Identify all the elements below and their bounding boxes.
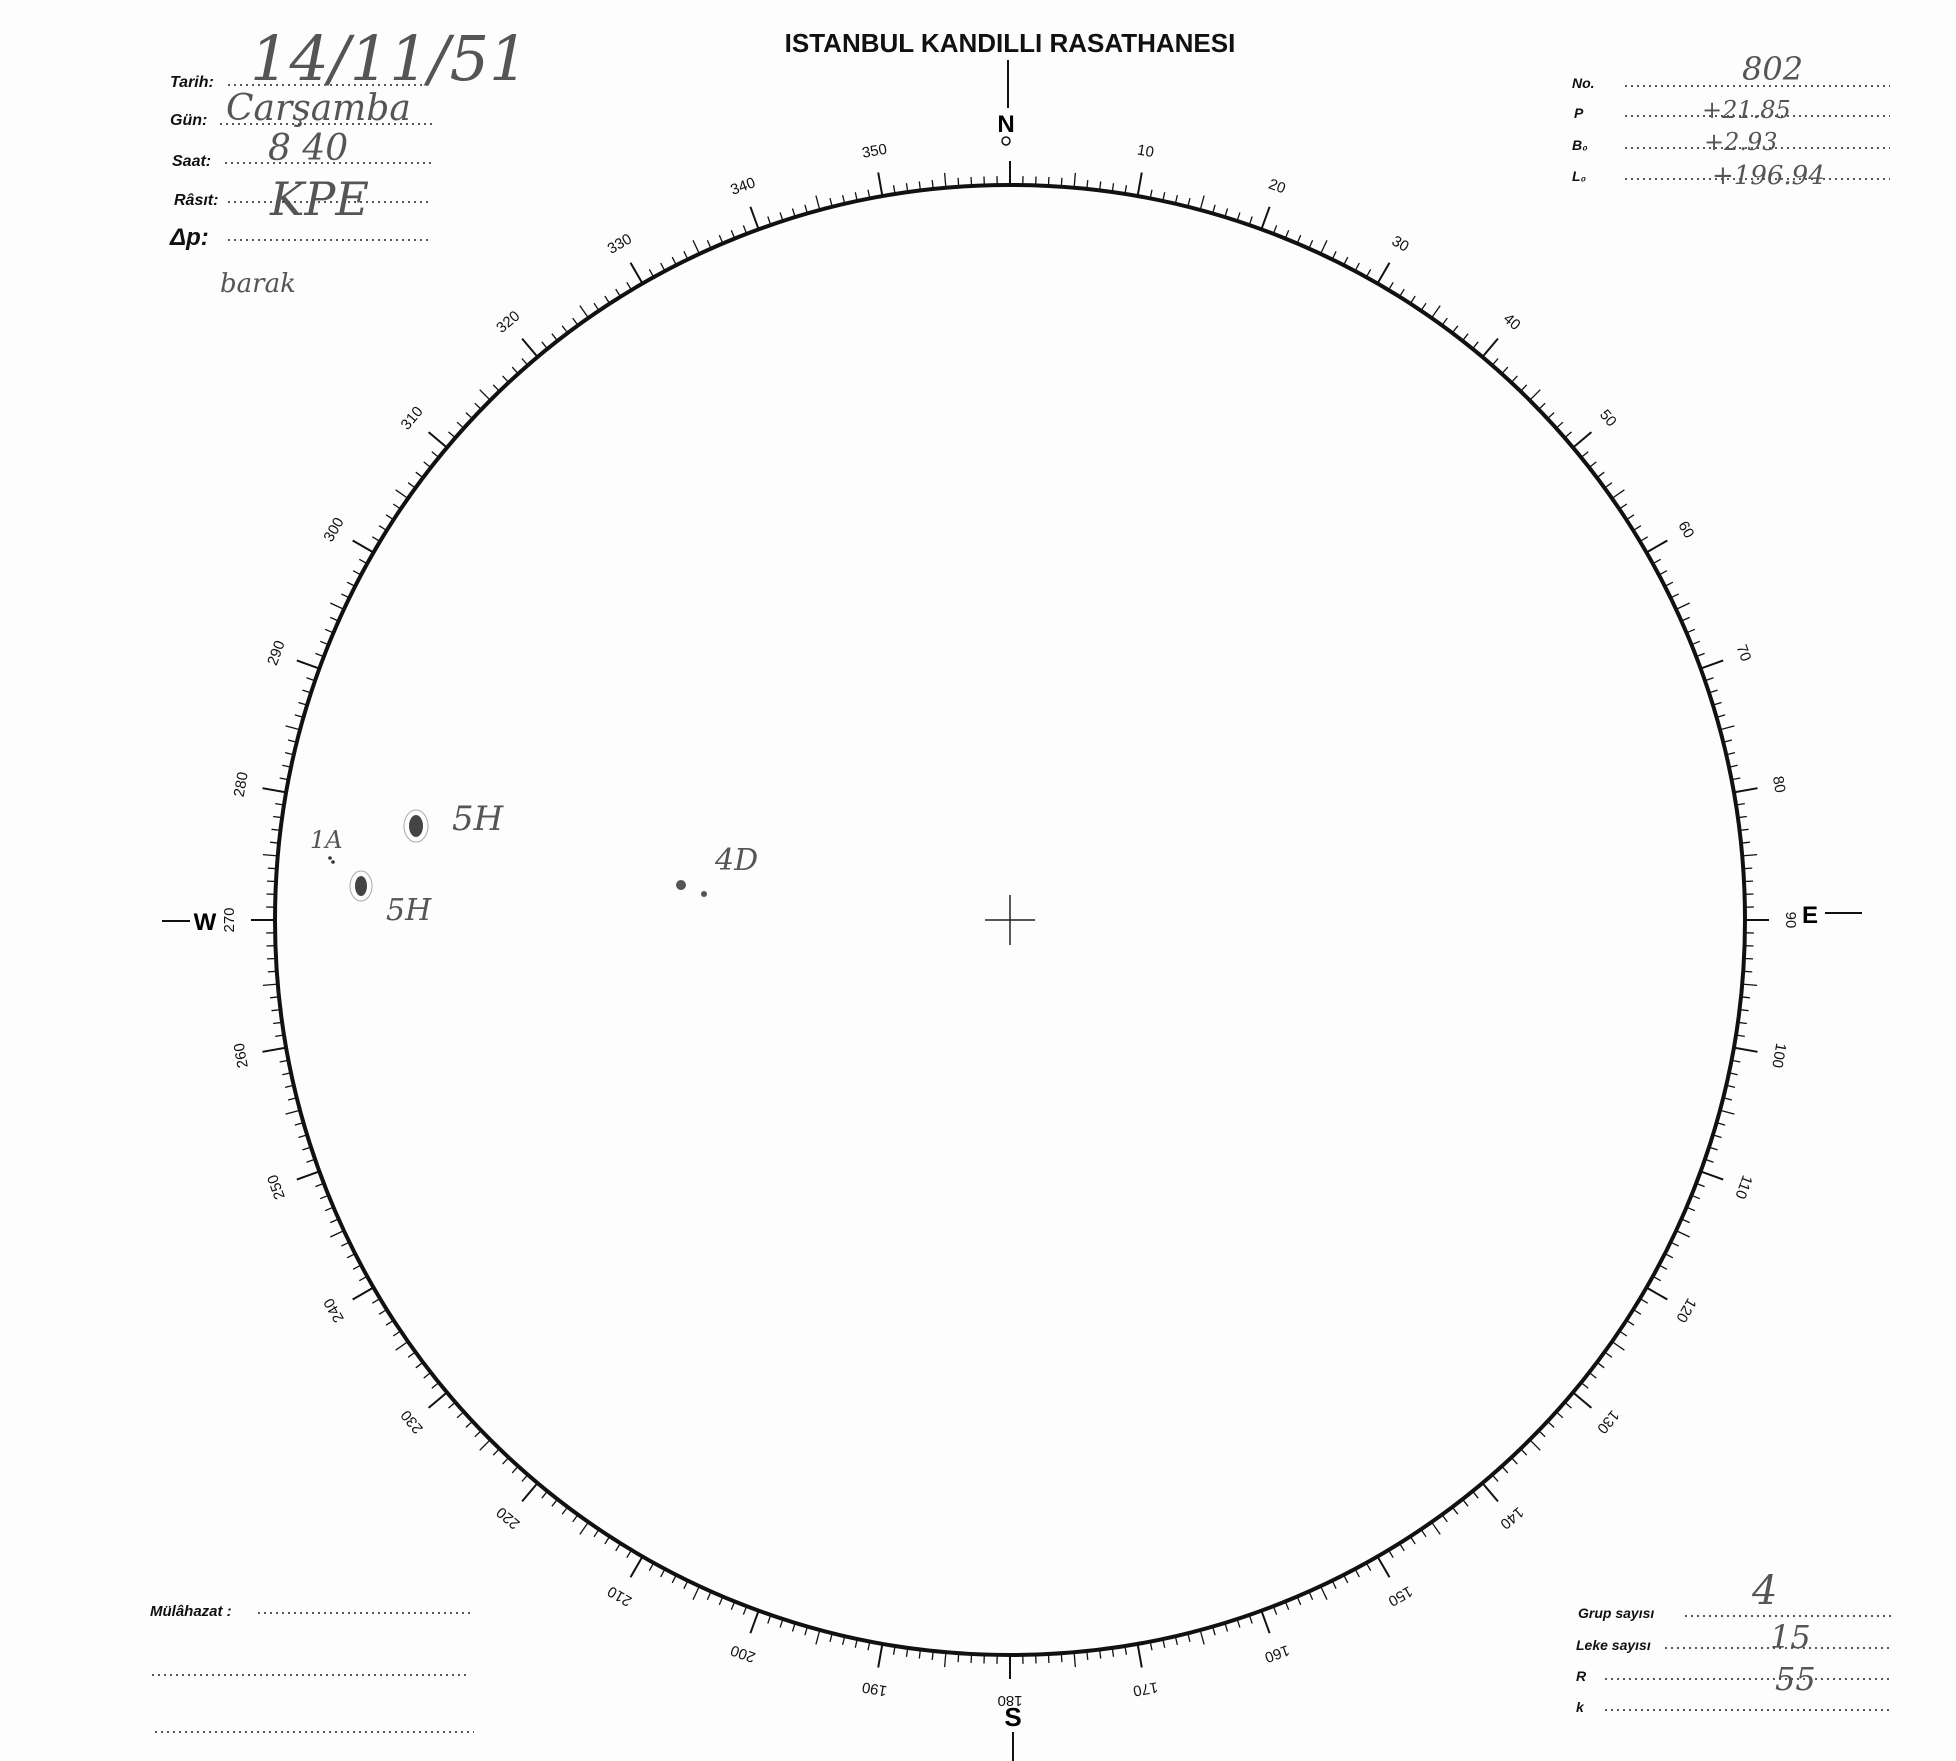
- degree-tick: [429, 432, 447, 448]
- degree-tick: [1633, 1310, 1641, 1315]
- time-value: 8 40: [268, 128, 349, 169]
- degree-tick: [475, 1431, 482, 1437]
- field-delta-p: [169, 224, 432, 251]
- degree-tick: [1261, 1611, 1269, 1634]
- degree-tick: [396, 490, 408, 499]
- degree-tick: [1539, 1431, 1546, 1437]
- degree-label: 290: [264, 638, 289, 668]
- degree-tick: [1589, 462, 1596, 468]
- degree-tick: [562, 326, 568, 333]
- degree-tick: [475, 403, 482, 409]
- degree-tick: [1482, 339, 1498, 357]
- degree-tick: [1548, 1421, 1555, 1427]
- degree-label: 110: [1731, 1172, 1756, 1202]
- degree-tick: [562, 1507, 568, 1514]
- handwritten-note: barak: [220, 269, 296, 299]
- degree-tick: [1463, 334, 1469, 341]
- degree-tick: [594, 1529, 599, 1537]
- degree-tick: [1378, 263, 1390, 284]
- degree-tick: [1742, 984, 1757, 985]
- spot-count-value: 15: [1770, 1618, 1811, 1656]
- solar-disk: [221, 141, 1799, 1709]
- degree-tick: [480, 390, 491, 401]
- degree-tick: [1321, 1586, 1327, 1600]
- degree-tick: [424, 1373, 431, 1379]
- field-label: Râsıt:: [174, 192, 219, 209]
- counts-section: [1576, 1568, 1893, 1715]
- degree-tick: [432, 1383, 439, 1389]
- degree-tick: [1389, 1550, 1394, 1558]
- degree-label: 300: [320, 514, 348, 545]
- degree-tick: [631, 263, 643, 284]
- day-value: Carşamba: [226, 88, 411, 129]
- left-fields: [169, 22, 528, 299]
- degree-tick: [429, 1392, 447, 1408]
- degree-tick: [1521, 385, 1527, 392]
- degree-tick: [1061, 178, 1062, 187]
- degree-tick: [878, 173, 882, 197]
- degree-tick: [416, 1362, 423, 1368]
- degree-tick: [1344, 1575, 1348, 1583]
- degree-tick: [1492, 359, 1498, 366]
- field-p: [1574, 96, 1890, 124]
- field-gun: [170, 88, 432, 129]
- degree-tick: [1355, 263, 1359, 271]
- degree-tick: [1581, 1383, 1588, 1389]
- degree-label: 130: [1593, 1406, 1623, 1437]
- degree-tick: [1589, 1373, 1596, 1379]
- degree-tick: [1473, 342, 1479, 349]
- group-label: 1A: [310, 826, 343, 854]
- degree-label: 220: [493, 1503, 524, 1533]
- degree-tick: [268, 868, 277, 869]
- degree-tick: [693, 240, 699, 254]
- degree-tick: [672, 257, 676, 265]
- degree-label: 10: [1135, 141, 1156, 162]
- degree-tick: [1720, 1110, 1734, 1114]
- degree-tick: [1432, 306, 1441, 318]
- degree-tick: [750, 1611, 758, 1634]
- sunspot-group-4d: [676, 843, 758, 897]
- degree-tick: [542, 1491, 548, 1498]
- compass-south: [1004, 1702, 1021, 1761]
- degree-label: 150: [1385, 1582, 1416, 1610]
- degree-tick: [1556, 422, 1563, 428]
- degree-tick: [263, 1048, 287, 1052]
- degree-label: 190: [860, 1678, 889, 1700]
- degree-tick: [1565, 432, 1572, 438]
- degree-tick: [1410, 296, 1415, 304]
- east-label: E: [1801, 902, 1819, 929]
- degree-label: 140: [1496, 1503, 1527, 1533]
- degree-tick: [573, 318, 578, 325]
- degree-tick: [263, 984, 278, 985]
- degree-tick: [347, 1254, 355, 1258]
- degree-tick: [661, 1569, 665, 1577]
- degree-tick: [1734, 1048, 1758, 1052]
- field-b0: [1572, 128, 1890, 156]
- degree-tick: [1605, 1352, 1612, 1357]
- field-label: Leke sayısı: [1576, 1637, 1651, 1653]
- degree-tick: [552, 334, 558, 341]
- degree-tick: [1676, 603, 1690, 609]
- degree-tick: [522, 359, 528, 366]
- degree-label: 320: [493, 307, 524, 337]
- degree-tick: [353, 541, 374, 553]
- degree-tick: [1502, 1466, 1508, 1473]
- degree-tick: [286, 726, 300, 730]
- degree-label: 270: [220, 907, 238, 933]
- degree-tick: [286, 1110, 300, 1114]
- degree-tick: [1701, 1171, 1724, 1179]
- degree-tick: [1701, 660, 1724, 668]
- degree-tick: [353, 571, 361, 575]
- degree-tick: [330, 603, 344, 609]
- degree-tick: [297, 660, 320, 668]
- degree-tick: [466, 1421, 473, 1427]
- degree-tick: [1389, 282, 1394, 290]
- degree-tick: [353, 1288, 374, 1300]
- degree-tick: [1539, 403, 1546, 409]
- degree-tick: [1074, 173, 1075, 188]
- degree-tick: [457, 1412, 464, 1418]
- degree-tick: [1734, 788, 1758, 792]
- degree-label: 50: [1596, 406, 1620, 431]
- degree-label: 200: [728, 1641, 758, 1666]
- degree-tick: [1521, 1449, 1527, 1456]
- degree-tick: [393, 1331, 401, 1336]
- degree-tick: [1511, 376, 1517, 383]
- degree-tick: [359, 1276, 367, 1280]
- degree-tick: [573, 1515, 578, 1522]
- degree-tick: [1573, 1392, 1591, 1408]
- degree-tick: [945, 1652, 946, 1667]
- degree-tick: [1511, 1458, 1517, 1465]
- degree-tick: [408, 483, 415, 488]
- degree-tick: [1074, 1652, 1075, 1667]
- degree-tick: [1565, 1402, 1572, 1408]
- degree-tick: [1366, 1563, 1370, 1571]
- field-tarih: [170, 22, 528, 95]
- degree-tick: [1633, 526, 1641, 531]
- degree-tick: [1442, 1515, 1447, 1522]
- degree-tick: [580, 306, 589, 318]
- degree-tick: [1410, 1536, 1415, 1544]
- field-label: Saat:: [172, 153, 212, 170]
- degree-label: 90: [1782, 911, 1800, 929]
- degree-tick: [631, 1557, 643, 1578]
- degree-tick: [512, 367, 518, 374]
- field-label: Tarih:: [170, 74, 214, 91]
- degree-tick: [1400, 1543, 1405, 1551]
- r-value: 55: [1775, 1660, 1816, 1698]
- observer-value: KPE: [270, 172, 369, 226]
- degree-tick: [1619, 1331, 1627, 1336]
- degree-tick: [1612, 490, 1624, 499]
- degree-tick: [1200, 1630, 1204, 1644]
- degree-tick: [347, 582, 355, 586]
- degree-label: 60: [1674, 518, 1698, 542]
- degree-tick: [542, 342, 548, 349]
- degree-tick: [393, 504, 401, 509]
- field-l0: [1572, 161, 1890, 191]
- degree-tick: [493, 385, 499, 392]
- field-leke-sayisi: [1576, 1618, 1893, 1656]
- degree-tick: [1344, 257, 1348, 265]
- degree-tick: [1581, 452, 1588, 458]
- degree-tick: [1366, 269, 1370, 277]
- degree-label: 180: [997, 1692, 1023, 1710]
- degree-tick: [503, 376, 509, 383]
- degree-tick: [1647, 541, 1668, 553]
- field-label: Δp:: [170, 224, 209, 251]
- degree-tick: [627, 282, 632, 290]
- field-k: [1576, 1699, 1893, 1715]
- degree-tick: [1200, 196, 1204, 210]
- degree-tick: [1548, 413, 1555, 419]
- degree-label: 250: [264, 1172, 289, 1202]
- field-label: L₀: [1572, 168, 1587, 184]
- degree-tick: [616, 289, 621, 297]
- degree-tick: [1605, 483, 1612, 488]
- compass-west: [162, 909, 217, 936]
- date-value: 14/11/51: [250, 22, 529, 95]
- degree-tick: [416, 472, 423, 478]
- degree-tick: [958, 1653, 959, 1662]
- degree-label: 260: [230, 1041, 252, 1070]
- degree-tick: [512, 1466, 518, 1473]
- degree-tick: [1743, 868, 1752, 869]
- degree-tick: [1400, 289, 1405, 297]
- degree-tick: [449, 432, 456, 438]
- sunspot-group-5h-upper: [404, 799, 505, 842]
- degree-tick: [263, 855, 278, 856]
- field-label: B₀: [1572, 137, 1588, 153]
- degree-tick: [1473, 1491, 1479, 1498]
- degree-tick: [1261, 207, 1269, 230]
- degree-label: 310: [397, 403, 427, 434]
- degree-tick: [386, 515, 394, 520]
- degree-tick: [605, 296, 610, 304]
- degree-tick: [1530, 390, 1541, 401]
- degree-tick: [1665, 1254, 1673, 1258]
- degree-tick: [605, 1536, 610, 1544]
- field-label: No.: [1572, 75, 1595, 91]
- degree-tick: [693, 1586, 699, 1600]
- degree-tick: [449, 1402, 456, 1408]
- degree-tick: [1138, 1644, 1142, 1668]
- degree-tick: [958, 178, 959, 187]
- north-label: N: [997, 111, 1015, 138]
- degree-tick: [945, 173, 946, 188]
- degree-tick: [386, 1320, 394, 1325]
- degree-label: 40: [1499, 310, 1524, 334]
- degree-label: 160: [1262, 1641, 1292, 1666]
- degree-tick: [503, 1458, 509, 1465]
- degree-tick: [330, 1231, 344, 1237]
- number-value: 802: [1742, 50, 1804, 88]
- degree-label: 330: [604, 230, 635, 258]
- degree-tick: [1653, 1276, 1661, 1280]
- west-label: W: [193, 909, 217, 936]
- degree-tick: [353, 1265, 361, 1269]
- degree-tick: [1378, 1557, 1390, 1578]
- degree-tick: [1573, 432, 1591, 448]
- degree-tick: [661, 263, 665, 271]
- degree-tick: [493, 1449, 499, 1456]
- degree-tick: [1556, 1412, 1563, 1418]
- center-crosshair: [985, 895, 1035, 945]
- group-label: 5H: [386, 893, 432, 928]
- field-label: Gün:: [170, 112, 208, 129]
- degree-tick: [379, 526, 387, 531]
- sunspot-group-1a: [310, 826, 343, 864]
- degree-tick: [379, 1310, 387, 1315]
- degree-tick: [816, 196, 820, 210]
- degree-label: 80: [1768, 774, 1789, 795]
- south-label: S: [1004, 1702, 1022, 1732]
- degree-tick: [1355, 1569, 1359, 1577]
- degree-tick: [522, 1483, 538, 1501]
- degree-tick: [1452, 326, 1458, 333]
- degree-tick: [1742, 855, 1757, 856]
- degree-tick: [1676, 1231, 1690, 1237]
- field-no: [1572, 50, 1890, 91]
- degree-label: 20: [1266, 175, 1288, 198]
- degree-tick: [1659, 1265, 1667, 1269]
- degree-tick: [649, 269, 653, 277]
- degree-tick: [1530, 1440, 1541, 1451]
- degree-label: 210: [604, 1582, 635, 1610]
- degree-tick: [1463, 1499, 1469, 1506]
- degree-tick: [1061, 1653, 1062, 1662]
- degree-tick: [1626, 515, 1634, 520]
- degree-tick: [1720, 726, 1734, 730]
- degree-tick: [816, 1630, 820, 1644]
- field-saat: [172, 128, 432, 170]
- degree-label: 240: [320, 1295, 348, 1326]
- l0-value: +196.94: [1712, 161, 1825, 191]
- degree-tick: [594, 303, 599, 311]
- degree-tick: [627, 1550, 632, 1558]
- degree-tick: [1647, 1288, 1668, 1300]
- degree-tick: [1626, 1320, 1634, 1325]
- degree-tick: [263, 788, 287, 792]
- degree-label: 280: [230, 770, 252, 799]
- degree-tick: [1421, 1529, 1426, 1537]
- degree-tick: [1743, 971, 1752, 972]
- degree-tick: [1665, 582, 1673, 586]
- degree-tick: [750, 207, 758, 230]
- group-label: 5H: [452, 799, 504, 839]
- degree-label: 30: [1388, 232, 1412, 256]
- group-count-value: 4: [1752, 1568, 1778, 1614]
- field-label: k: [1576, 1699, 1584, 1715]
- degree-tick: [457, 422, 464, 428]
- degree-tick: [466, 413, 473, 419]
- degree-tick: [580, 1522, 589, 1534]
- right-fields: [1572, 50, 1890, 191]
- degree-tick: [1421, 303, 1426, 311]
- group-label: 4D: [715, 843, 759, 878]
- compass-east: [1802, 902, 1862, 929]
- p-value: +21.85: [1702, 96, 1791, 124]
- degree-tick: [432, 452, 439, 458]
- degree-tick: [1321, 240, 1327, 254]
- degree-label: 350: [860, 140, 889, 162]
- degree-tick: [424, 462, 431, 468]
- degree-tick: [1597, 472, 1604, 478]
- degree-label: 120: [1672, 1295, 1700, 1326]
- degree-label: 340: [728, 174, 758, 199]
- degree-label: 170: [1131, 1678, 1160, 1700]
- degree-tick: [1492, 1475, 1498, 1482]
- degree-tick: [396, 1342, 408, 1351]
- degree-tick: [372, 537, 380, 542]
- degree-tick: [359, 559, 367, 563]
- field-grup-sayisi: [1578, 1568, 1893, 1621]
- field-r: [1576, 1660, 1893, 1698]
- degree-tick: [1442, 318, 1447, 325]
- degree-tick: [1640, 537, 1648, 542]
- degree-tick: [522, 1475, 528, 1482]
- degree-tick: [1612, 1342, 1624, 1351]
- degree-tick: [552, 1499, 558, 1506]
- page-title: ISTANBUL KANDILLI RASATHANESI: [784, 28, 1236, 58]
- remarks-section: [150, 1603, 474, 1732]
- field-rasit: [174, 172, 432, 226]
- degree-tick: [616, 1543, 621, 1551]
- degree-tick: [878, 1644, 882, 1668]
- degree-label: 230: [397, 1406, 427, 1437]
- field-label: P: [1574, 105, 1584, 121]
- compass-north: [997, 60, 1014, 145]
- field-label: Grup sayısı: [1578, 1605, 1655, 1621]
- degree-tick: [1640, 1299, 1648, 1304]
- degree-tick: [1502, 367, 1508, 374]
- degree-tick: [1138, 173, 1142, 197]
- degree-tick: [408, 1352, 415, 1357]
- degree-label: 70: [1732, 642, 1755, 664]
- b0-value: +2.93: [1704, 128, 1778, 156]
- degree-tick: [268, 971, 277, 972]
- degree-tick: [1653, 559, 1661, 563]
- degree-tick: [672, 1575, 676, 1583]
- sunspot-group-5h-lower: [350, 871, 432, 928]
- degree-tick: [1619, 504, 1627, 509]
- degree-tick: [649, 1563, 653, 1571]
- degree-tick: [1432, 1522, 1441, 1534]
- degree-tick: [297, 1171, 320, 1179]
- degree-tick: [1452, 1507, 1458, 1514]
- degree-tick: [1659, 571, 1667, 575]
- degree-tick: [1597, 1362, 1604, 1368]
- remarks-label: Mülâhazat :: [150, 1603, 232, 1620]
- degree-tick: [1482, 1483, 1498, 1501]
- degree-tick: [372, 1299, 380, 1304]
- field-label: R: [1576, 1668, 1587, 1684]
- degree-label: 100: [1768, 1041, 1790, 1070]
- degree-tick: [480, 1440, 491, 1451]
- degree-tick: [522, 339, 538, 357]
